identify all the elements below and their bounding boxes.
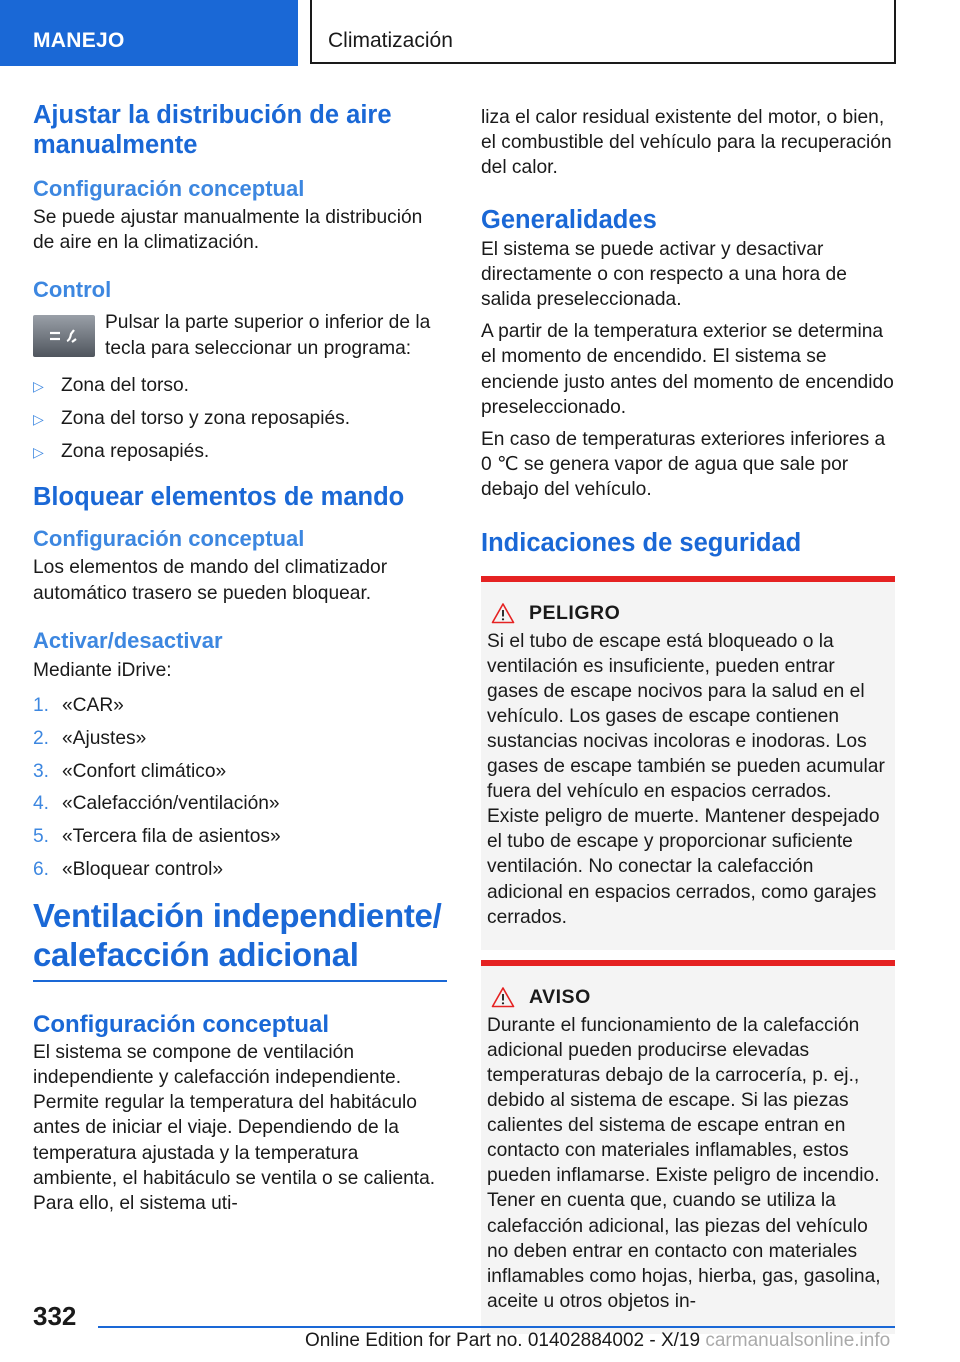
heading-manual-distribution: Ajustar la distribución de aire manualmente (33, 101, 392, 159)
control-row (33, 313, 447, 360)
warning-triangle-icon (491, 602, 515, 624)
triangle-bullet-icon: ▷ (33, 444, 44, 461)
heading-concept-3: Configuración conceptual (33, 1010, 330, 1038)
list-item: 4. «Calefacción/ventilación» (33, 793, 280, 815)
heading-ventilation: Ventilación independiente/ calefacción adicional (33, 897, 442, 974)
paragraph-concept-2: Los elementos de mando del climatizador automático trasero se pueden bloquear. (33, 557, 388, 604)
list-item: 1. «CAR» (33, 695, 124, 717)
paragraph-concept-3: El sistema se compone de ventilación independiente y calefacción independiente. Permite regular la temperatura del habitáculo antes de iniciar el viaje. Dependiendo de la temperatura ajustada y la temperatura ambiente, el habitáculo se ventila o se calienta. Para ello, el sistema uti- (33, 1041, 436, 1214)
list-item: ▷ Zona del torso. (33, 373, 447, 399)
paragraph-continued: liza el calor residual existente del motor, o bien, el combustible del vehículo para la recuperación del calor. (481, 107, 892, 179)
footer-site: carmanualsonline.info (705, 1330, 891, 1351)
air-distribution-key-icon (33, 315, 95, 357)
heading-safety: Indicaciones de seguridad (481, 528, 802, 557)
footer-edition: Online Edition for Part no. 01402884002 - X/19 carmanualsonline.info (305, 1330, 891, 1351)
idrive-steps (33, 693, 447, 882)
heading-rule (33, 980, 447, 982)
list-item: 6. «Bloquear control» (33, 859, 224, 881)
chapter-title: Climatización (310, 0, 896, 64)
notice-title: AVISO (529, 985, 591, 1008)
paragraph-general-3: En caso de temperaturas exteriores inferiores a 0 ℃ se genera vapor de agua que sale por debajo del vehículo. (481, 429, 886, 501)
footer-rule (98, 1326, 895, 1328)
notice-box (481, 960, 895, 1334)
notice-text: Durante el funcionamiento de la calefacción adicional pueden producirse elevadas temperaturas debajo de la carrocería, p. ej., debido al sistema de escape. Si las piezas calientes del sistema de escape entran en contacto con materiales inflamables, estos pueden inflamarse. Existe peligro de incendio. Tener en cuenta que, cuando se utiliza la calefacción adicional, las piezas del vehículo no deben entrar en contacto con materiales inflamables como hojas, hierba, gas, gasolina, aceite u otros objetos in- (487, 1014, 881, 1312)
danger-box (481, 576, 895, 950)
right-column (481, 100, 895, 1334)
list-item: ▷ Zona reposapiés. (33, 439, 447, 465)
heading-concept-1: Configuración conceptual (33, 176, 305, 201)
heading-lock-controls: Bloquear elementos de mando (33, 483, 405, 512)
section-tab: MANEJO (0, 0, 298, 66)
paragraph-control: Pulsar la parte superior o inferior de la tecla para seleccionar un programa: (105, 312, 431, 359)
paragraph-general-2: A partir de la temperatura exterior se determina el momento de encendido. El sistema se enciende justo antes del momento de encendido preseleccionado. (481, 321, 894, 418)
paragraph-concept-1: Se puede ajustar manualmente la distribución de aire en la climatización. (33, 207, 423, 254)
heading-concept-2: Configuración conceptual (33, 526, 305, 552)
danger-title: PELIGRO (529, 601, 621, 624)
heading-activate: Activar/desactivar (33, 627, 223, 653)
list-item: 5. «Tercera fila de asientos» (33, 826, 281, 848)
triangle-bullet-icon: ▷ (33, 411, 44, 428)
list-item: ▷ Zona del torso y zona reposapiés. (33, 406, 447, 432)
paragraph-general-1: El sistema se puede activar y desactivar directamente o con respecto a una hora de salida preseleccionada. (481, 238, 847, 311)
paragraph-activate: Mediante iDrive: (33, 659, 172, 681)
heading-general: Generalidades (481, 205, 657, 234)
warning-triangle-icon (491, 986, 515, 1008)
page-number: 332 (33, 1301, 77, 1331)
left-column (33, 100, 447, 1216)
triangle-bullet-icon: ▷ (33, 377, 44, 394)
heading-control: Control (33, 277, 112, 303)
program-list (33, 373, 447, 466)
danger-text: Si el tubo de escape está bloqueado o la ventilación es insuficiente, pueden entrar gases de escape nocivos para la salud en el vehículo. Los gases de escape contienen sustancias nocivas incoloras e inodoras. Los gases de escape también se pueden acumular fuera del vehículo en espacios cerrados. Existe peligro de muerte. Mantener despejado el tubo de escape y proporcionar suficiente ventilación. No conectar la calefacción adicional en espacios cerrados, como garajes cerrados. (487, 630, 885, 928)
list-item: 2. «Ajustes» (33, 727, 147, 749)
list-item: 3. «Confort climático» (33, 760, 227, 782)
